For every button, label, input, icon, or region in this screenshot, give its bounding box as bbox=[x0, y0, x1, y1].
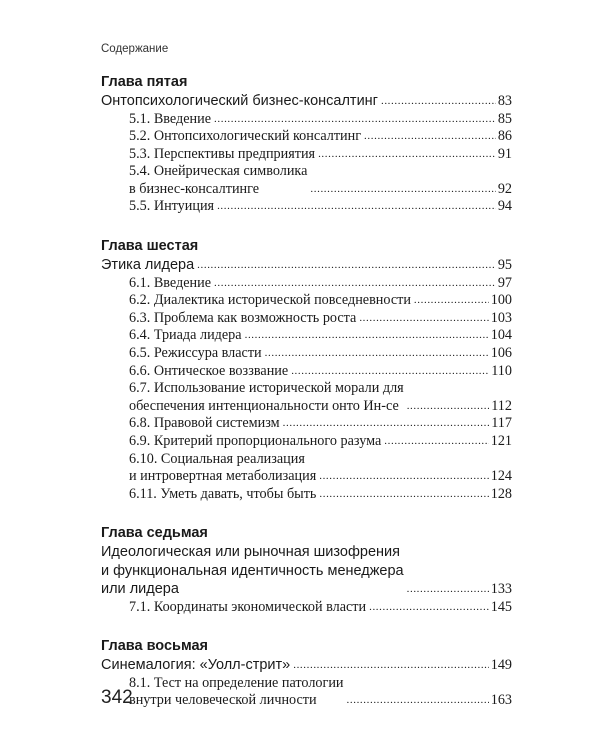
toc-entry-sub[interactable] bbox=[101, 146, 512, 164]
dot-leader bbox=[291, 366, 489, 376]
toc-entry-sub[interactable] bbox=[101, 327, 512, 345]
toc-page-number: 163 bbox=[490, 692, 512, 709]
toc-entry-sub[interactable] bbox=[101, 163, 512, 198]
toc-entry-sub[interactable] bbox=[101, 363, 512, 381]
toc-entry-text: 5.5. Интуиция bbox=[129, 198, 215, 215]
chapter-title: Глава шестая bbox=[101, 238, 199, 255]
dot-leader bbox=[214, 278, 496, 288]
dot-leader bbox=[245, 331, 489, 341]
chapter-title: Глава восьмая bbox=[101, 638, 209, 655]
toc-entry-text: 5.4. Онейрическая символика в бизнес-консалтинге bbox=[129, 163, 308, 197]
toc-entry-main[interactable] bbox=[101, 543, 512, 599]
toc-entry-sub[interactable] bbox=[101, 345, 512, 363]
toc-entry-sub[interactable] bbox=[101, 128, 512, 146]
toc-page-number: 83 bbox=[497, 93, 512, 109]
toc-entry-text: 6.10. Социальная реализация и интровертная метаболизация bbox=[129, 450, 317, 485]
toc-entry-text: 7.1. Координаты экономической власти bbox=[129, 598, 367, 615]
toc-entry-text: 6.9. Критерий пропорционального разума bbox=[129, 432, 382, 449]
toc-entry-sub[interactable] bbox=[101, 198, 512, 216]
dot-leader bbox=[217, 202, 496, 212]
toc-entry-sub[interactable] bbox=[101, 415, 512, 433]
dot-leader bbox=[407, 585, 489, 595]
toc-page-number: 110 bbox=[491, 362, 512, 379]
toc-page-number: 85 bbox=[497, 110, 512, 127]
toc-page-number: 97 bbox=[497, 274, 512, 291]
toc-entry-sub[interactable] bbox=[101, 111, 512, 129]
dot-leader bbox=[381, 97, 496, 107]
toc-entry-sub[interactable] bbox=[101, 451, 512, 486]
toc-entry-sub[interactable] bbox=[101, 486, 512, 504]
dot-leader bbox=[265, 349, 489, 359]
dot-leader bbox=[197, 261, 496, 271]
toc-chapter bbox=[101, 524, 512, 616]
dot-leader bbox=[414, 296, 489, 306]
chapter-title: Глава пятая bbox=[101, 74, 188, 90]
toc-page-number: 104 bbox=[490, 327, 512, 344]
toc-entry-text: 5.3. Перспективы предприятия bbox=[129, 145, 316, 162]
chapter-title: Глава седьмая bbox=[101, 525, 208, 542]
toc-entry-text: 6.8. Правовой системизм bbox=[129, 415, 280, 432]
toc-page-number: 117 bbox=[491, 415, 512, 432]
toc-page-number: 149 bbox=[490, 657, 512, 674]
page-number: 342 bbox=[101, 687, 133, 708]
dot-leader bbox=[364, 132, 496, 142]
toc-entry-sub[interactable] bbox=[101, 675, 512, 710]
toc-page-number: 91 bbox=[497, 145, 512, 162]
toc-entry-text: Онтопсихологический бизнес-консалтинг bbox=[101, 93, 378, 109]
toc-entry-text: 6.11. Уметь давать, чтобы быть bbox=[129, 485, 317, 502]
running-header: Содержание bbox=[101, 43, 169, 55]
toc-entry-sub[interactable] bbox=[101, 292, 512, 310]
dot-leader bbox=[293, 661, 488, 671]
dot-leader bbox=[214, 114, 496, 124]
toc-page-number: 145 bbox=[490, 598, 512, 615]
toc-entry-text: 8.1. Тест на определение патологии внутри человеческой личности bbox=[129, 674, 344, 709]
dot-leader bbox=[407, 401, 490, 411]
toc-entry-main[interactable] bbox=[101, 256, 512, 275]
dot-leader bbox=[384, 437, 488, 447]
toc-entry-text: Синемалогия: «Уолл-стрит» bbox=[101, 657, 291, 674]
dot-leader bbox=[319, 472, 488, 482]
toc-chapter bbox=[101, 237, 512, 503]
dot-leader bbox=[318, 149, 496, 159]
dot-leader bbox=[319, 489, 488, 499]
toc-page-number: 133 bbox=[490, 581, 512, 598]
toc-entry-text: 5.1. Введение bbox=[129, 110, 212, 127]
toc-chapter bbox=[101, 637, 512, 710]
dot-leader bbox=[310, 184, 495, 194]
toc-entry-text: 6.5. Режиссура власти bbox=[129, 344, 262, 361]
toc-entry-text: Этика лидера bbox=[101, 257, 195, 274]
toc-entry-sub[interactable] bbox=[101, 599, 512, 617]
toc-chapter bbox=[101, 73, 512, 216]
toc-entry-text: 6.6. Онтическое воззвание bbox=[129, 362, 289, 379]
toc-page-number: 106 bbox=[490, 344, 512, 361]
toc-page-number: 121 bbox=[490, 432, 512, 449]
toc-page-number: 100 bbox=[490, 292, 512, 309]
toc-entry-text: 5.2. Онтопсихологический консалтинг bbox=[129, 128, 362, 145]
toc-entry-text: 6.2. Диалектика исторической повседневности bbox=[129, 292, 411, 309]
table-of-contents bbox=[101, 73, 512, 731]
toc-entry-text: 6.4. Триада лидера bbox=[129, 327, 242, 344]
toc-entry-main[interactable] bbox=[101, 92, 512, 111]
toc-page-number: 128 bbox=[490, 485, 512, 502]
toc-entry-sub[interactable] bbox=[101, 275, 512, 293]
toc-entry-text: 6.3. Проблема как возможность роста bbox=[129, 309, 357, 326]
toc-page-number: 112 bbox=[491, 397, 512, 414]
toc-page-number: 103 bbox=[490, 309, 512, 326]
toc-page-number: 95 bbox=[497, 257, 512, 274]
toc-page-number: 94 bbox=[497, 198, 512, 215]
dot-leader bbox=[347, 696, 489, 706]
toc-entry-text: 6.7. Использование исторической морали для обеспечения интенциональности онто Ин-се bbox=[129, 380, 404, 414]
toc-entry-sub[interactable] bbox=[101, 310, 512, 328]
toc-entry-text: 6.1. Введение bbox=[129, 274, 212, 291]
dot-leader bbox=[283, 419, 490, 429]
toc-entry-sub[interactable] bbox=[101, 433, 512, 451]
dot-leader bbox=[359, 313, 488, 323]
toc-page-number: 92 bbox=[497, 180, 512, 197]
toc-entry-text: Идеологическая или рыночная шизофрения и функциональная идентичность менеджера или лидера bbox=[101, 544, 404, 598]
toc-page-number: 124 bbox=[490, 468, 512, 485]
toc-entry-main[interactable] bbox=[101, 656, 512, 675]
dot-leader bbox=[369, 602, 489, 612]
toc-page-number: 86 bbox=[497, 128, 512, 145]
toc-entry-sub[interactable] bbox=[101, 380, 512, 415]
